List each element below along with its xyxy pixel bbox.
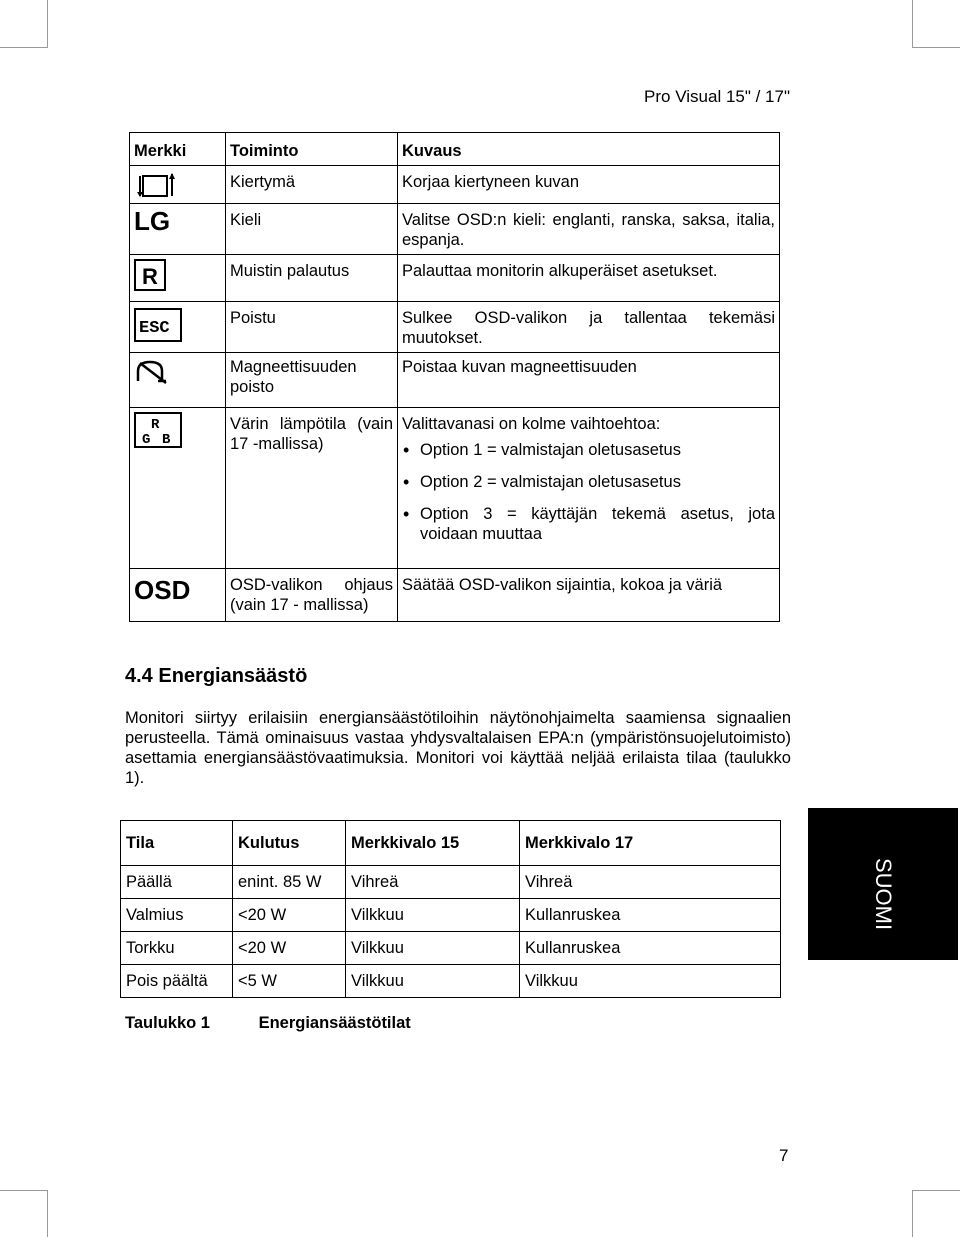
header-cell: Merkkivalo 17 <box>520 821 781 866</box>
language-icon: LG <box>134 206 171 236</box>
function-cell: Värin lämpötila (vain 17 -mallissa) <box>226 408 398 569</box>
svg-text:B: B <box>162 432 171 448</box>
svg-text:R: R <box>151 417 160 433</box>
description-cell: Sulkee OSD-valikon ja tallentaa tekemäsi muutokset. <box>398 302 780 353</box>
table-row <box>130 408 780 569</box>
table-cell: Kullanruskea <box>520 899 781 932</box>
energy-table <box>120 820 781 998</box>
table-cell: Vilkkuu <box>346 899 520 932</box>
crop-mark <box>0 1190 48 1191</box>
table-cell: Pois päältä <box>121 965 233 998</box>
header-description: Kuvaus <box>398 133 780 166</box>
svg-text:G: G <box>142 432 151 448</box>
rotation-icon <box>134 172 180 198</box>
description-cell: Poistaa kuvan magneettisuuden <box>398 353 780 408</box>
table-row <box>130 353 780 408</box>
table-cell: Kullanruskea <box>520 932 781 965</box>
table-row <box>130 302 780 353</box>
reset-r-icon <box>134 259 166 291</box>
description-text: Valittavanasi on kolme vaihtoehtoa: <box>402 415 661 433</box>
crop-mark <box>912 1190 960 1191</box>
table-cell: Torkku <box>121 932 233 965</box>
table-cell: Vilkkuu <box>346 932 520 965</box>
table-header-row <box>121 821 781 866</box>
crop-mark <box>912 0 913 48</box>
description-cell: Palauttaa monitorin alkuperäiset asetukset. <box>398 255 780 302</box>
table-cell: Vilkkuu <box>520 965 781 998</box>
header-cell: Merkkivalo 15 <box>346 821 520 866</box>
function-cell: Magneettisuuden poisto <box>226 353 398 408</box>
svg-text:ESC: ESC <box>139 319 170 338</box>
list-item: • Option 2 = valmistajan oletusasetus <box>420 472 775 492</box>
crop-mark <box>47 0 48 48</box>
list-item: • Option 3 = käyttäjän tekemä asetus, jota voidaan muuttaa <box>420 504 775 544</box>
table-row <box>121 899 781 932</box>
table-row <box>130 569 780 622</box>
table-cell: <5 W <box>233 965 346 998</box>
esc-icon <box>134 308 182 342</box>
description-cell: Säätää OSD-valikon sijaintia, kokoa ja väriä <box>398 569 780 622</box>
table-cell: <20 W <box>233 899 346 932</box>
description-cell: Korjaa kiertyneen kuvan <box>398 166 780 204</box>
language-side-tab <box>808 808 958 960</box>
function-cell: Kiertymä <box>226 166 398 204</box>
side-tab-label: SUOMI <box>871 858 896 931</box>
caption-text: Energiansäästötilat <box>258 1014 411 1032</box>
function-cell: OSD-valikon ohjaus (vain 17 - mallissa) <box>226 569 398 622</box>
header-function: Toiminto <box>226 133 398 166</box>
header-symbol: Merkki <box>130 133 226 166</box>
header-cell: Tila <box>121 821 233 866</box>
table-cell: Valmius <box>121 899 233 932</box>
function-cell: Kieli <box>226 204 398 255</box>
degauss-icon <box>134 359 170 385</box>
table-row <box>121 932 781 965</box>
function-cell: Poistu <box>226 302 398 353</box>
table-cell: enint. 85 W <box>233 866 346 899</box>
table-cell: Vihreä <box>346 866 520 899</box>
table-cell: Päällä <box>121 866 233 899</box>
caption-label: Taulukko 1 <box>125 1014 210 1032</box>
table-caption <box>125 1014 411 1033</box>
crop-mark <box>0 47 48 48</box>
description-cell <box>398 408 780 569</box>
osd-icon: OSD <box>134 575 191 605</box>
page-header: Pro Visual 15" / 17" <box>644 87 790 106</box>
table-row <box>121 965 781 998</box>
crop-mark <box>912 1190 913 1237</box>
table-header-row <box>130 133 780 166</box>
osd-functions-table <box>129 132 780 622</box>
crop-mark <box>47 1190 48 1237</box>
table-row <box>130 204 780 255</box>
crop-mark <box>912 47 960 48</box>
section-title: 4.4 Energiansäästö <box>125 665 308 687</box>
table-row <box>121 866 781 899</box>
description-cell: Valitse OSD:n kieli: englanti, ranska, saksa, italia, espanja. <box>398 204 780 255</box>
function-cell: Muistin palautus <box>226 255 398 302</box>
table-row <box>130 255 780 302</box>
list-item: • Option 1 = valmistajan oletusasetus <box>420 440 775 460</box>
table-cell: <20 W <box>233 932 346 965</box>
page-number: 7 <box>779 1146 789 1165</box>
header-cell: Kulutus <box>233 821 346 866</box>
section-paragraph: Monitori siirtyy erilaisiin energiansäästötiloihin näytönohjaimelta saamiensa signaalien perusteella. Tämä ominaisuus vastaa yhdysvaltalaisen EPA:n (ympäristönsuojelutoimisto) asettamia energiansäästövaatimuksia. Monitori voi käyttää neljää erilaista tilaa (taulukko 1). <box>125 709 791 787</box>
table-cell: Vilkkuu <box>346 965 520 998</box>
rgb-icon <box>134 412 182 448</box>
options-list <box>402 440 775 544</box>
svg-text:R: R <box>142 264 158 289</box>
table-row <box>130 166 780 204</box>
table-cell: Vihreä <box>520 866 781 899</box>
